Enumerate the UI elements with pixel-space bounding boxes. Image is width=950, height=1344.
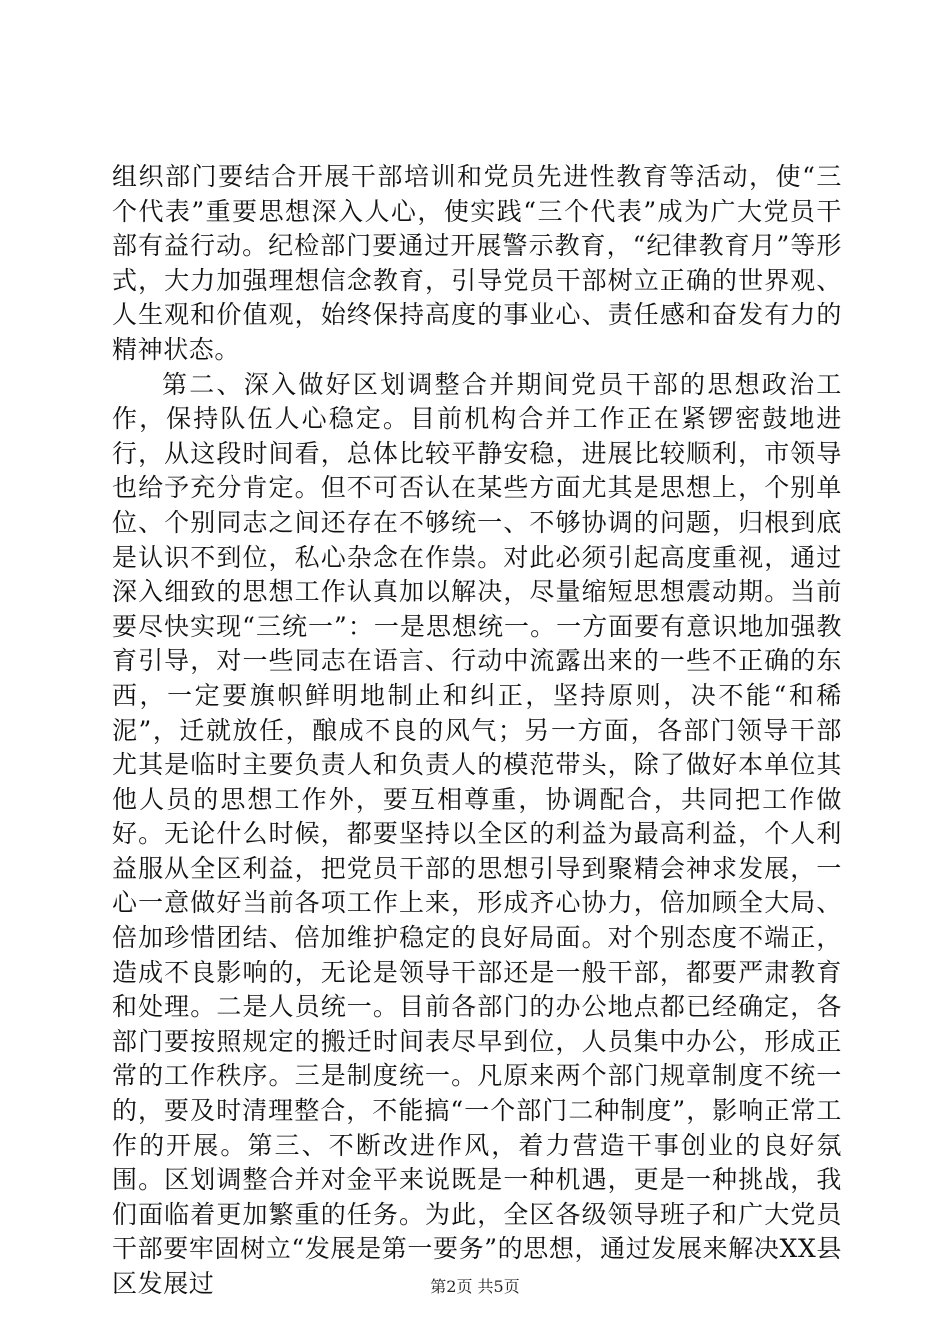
paragraph-second-point: 第二、深入做好区划调整合并期间党员干部的思想政治工作，保持队伍人心稳定。目前机构合并工作正在紧锣密鼓地进行，从这段时间看，总体比较平静安稳，进展比较顺利，市领导也给予充分肯定。但不可否认在某些方面尤其是思想上，个别单位、个别同志之间还存在不够统一、不够协调的问题，归根到底是认识不到位，私心杂念在作祟。对此必须引起高度重视，通过深入细致的思想工作认真加以解决，尽量缩短思想震动期。当前要尽快实现“三统一”：一是思想统一。一方面要有意识地加强教育引导，对一些同志在语言、行动中流露出来的一些不正确的东西，一定要旗帜鲜明地制止和纠正，坚持原则，决不能“和稀泥”，迁就放任，酿成不良的风气；另一方面，各部门领导干部尤其是临时主要负责人和负责人的模范带头，除了做好本单位其他人员的思想工作外，要互相尊重，协调配合，共同把工作做好。无论什么时候，都要坚持以全区的利益为最高利益，个人利益服从全区利益，把党员干部的思想引导到聚精会神求发展，一心一意做好当前各项工作上来，形成齐心协力，倍加顾全大局、倍加珍惜团结、倍加维护稳定的良好局面。对个别态度不端正，造成不良影响的，无论是领导干部还是一般干部，都要严肃教育和处理。二是人员统一。目前各部门的办公地点都已经确定，各部门要按照规定的搬迁时间表尽早到位，人员集中办公，形成正常的工作秩序。三是制度统一。凡原来两个部门规章制度不统一的，要及时清理整合，不能搞“一个部门二种制度”，影响正常工作的开展。第三、不断改进作风，着力营造干事创业的良好氛围。区划调整合并对金平来说既是一种机遇，更是一种挑战，我们面临着更加繁重的任务。为此，全区各级领导班子和广大党员干部要牢固树立“发展是第一要务”的思想，通过发展来解决XX县区发展过 <box>112 369 842 1298</box>
paragraph-continued: 组织部门要结合开展干部培训和党员先进性教育等活动，使“三个代表”重要思想深入人心，使实践“三个代表”成为广大党员干部有益行动。纪检部门要通过开展警示教育，“纪律教育月”等形式，大力加强理想信念教育，引导党员干部树立正确的世界观、人生观和价值观，始终保持高度的事业心、责任感和奋发有力的精神状态。 <box>112 162 842 364</box>
document-body <box>112 160 842 1302</box>
page-footer: 第2页 共5页 <box>430 1277 520 1296</box>
